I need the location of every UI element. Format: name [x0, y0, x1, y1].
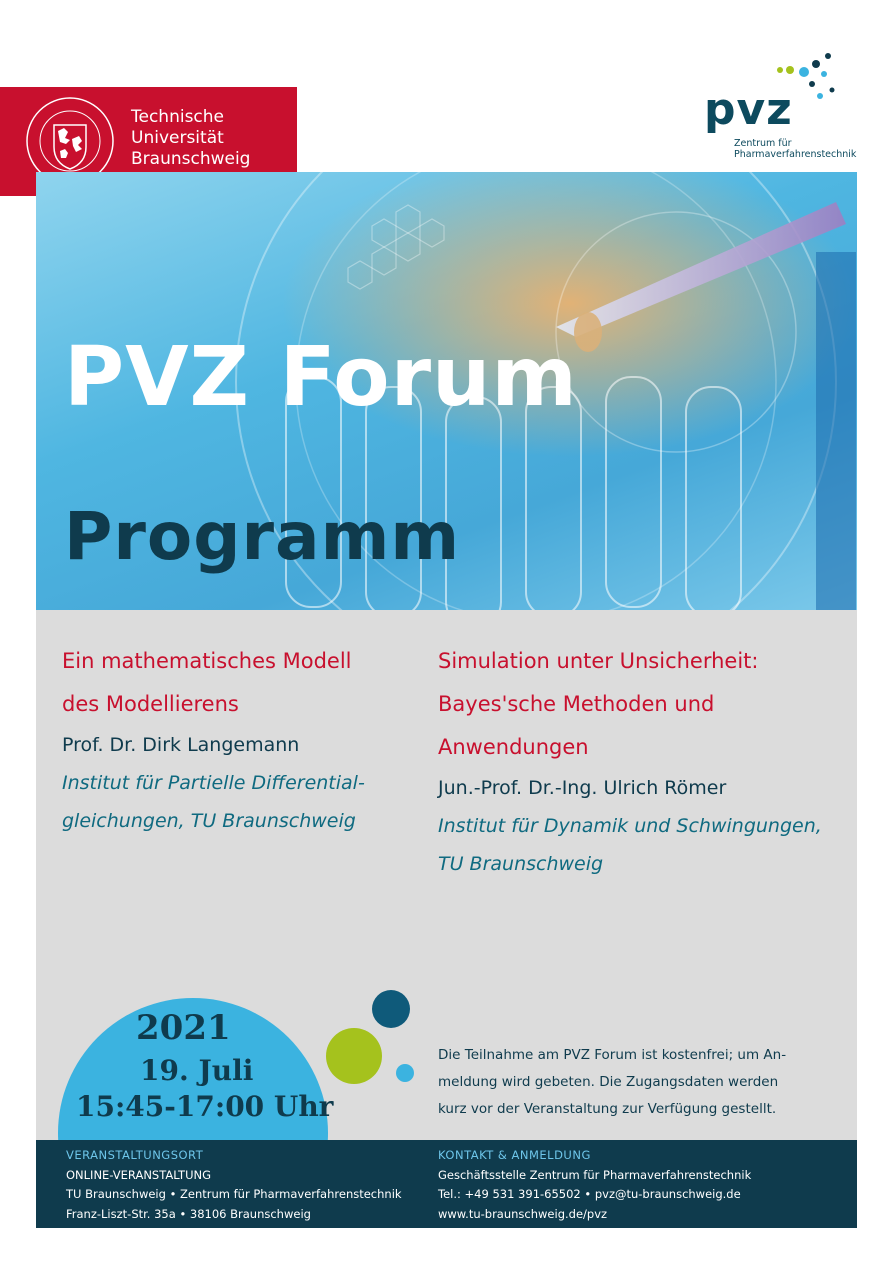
talk-2-institute [438, 807, 822, 883]
talk-1-institute-line-2: gleichungen, TU Braunschweig [62, 810, 356, 832]
hero-banner [36, 172, 857, 610]
venue-line-3: Franz-Liszt-Str. 35a • 38106 Braunschweig [66, 1206, 311, 1221]
notice-line-3: kurz vor der Veranstaltung zur Verfügung gestellt. [438, 1101, 777, 1117]
talk-1-institute [62, 764, 365, 840]
venue-line-2: TU Braunschweig • Zentrum für Pharmaverfahrenstechnik [66, 1187, 402, 1201]
decor-dot-blue [396, 1064, 414, 1082]
tu-name-line-1: Technische [131, 107, 225, 127]
talk-1 [62, 640, 365, 840]
talk-2-institute-line-2: TU Braunschweig [438, 853, 604, 875]
hero-title: PVZ Forum [64, 330, 578, 425]
footer-contact [438, 1146, 751, 1224]
footer-venue [66, 1146, 402, 1224]
contact-heading: KONTAKT & ANMELDUNG [438, 1148, 591, 1162]
notice-line-2: meldung wird gebeten. Die Zugangsdaten werden [438, 1074, 779, 1090]
talk-1-title-line-2: des Modellierens [62, 692, 239, 716]
talk-2-speaker: Jun.-Prof. Dr.-Ing. Ulrich Römer [438, 777, 727, 799]
contact-line-1: Geschäftsstelle Zentrum für Pharmaverfahrenstechnik [438, 1167, 752, 1182]
decor-dot-navy [372, 990, 410, 1028]
venue-line-1: ONLINE-VERANSTALTUNG [66, 1167, 212, 1182]
tu-name-line-2: Universität [131, 128, 224, 148]
event-year: 2021 [136, 1008, 231, 1048]
pvz-subtitle-line-1: Zentrum für [734, 138, 792, 149]
event-time: 15:45-17:00 Uhr [76, 1090, 334, 1123]
tu-name-line-3: Braunschweig [131, 149, 251, 169]
pvz-logo [700, 50, 860, 160]
talk-2-title-line-2: Bayes'sche Methoden und [438, 692, 715, 716]
talk-2 [438, 640, 822, 883]
venue-heading: VERANSTALTUNGSORT [66, 1148, 204, 1162]
event-date: 19. Juli [140, 1054, 254, 1087]
talk-1-title [62, 640, 365, 726]
notice-line-1: Die Teilnahme am PVZ Forum ist kostenfrei; um An- [438, 1047, 787, 1063]
decor-dot-green [326, 1028, 382, 1084]
pvz-wordmark: pvz [704, 84, 793, 135]
footer [36, 1140, 857, 1228]
talk-1-institute-line-1: Institut für Partielle Differential- [62, 772, 365, 794]
contact-phone-email[interactable]: Tel.: +49 531 391-65502 • pvz@tu-braunschweig.de [438, 1187, 741, 1201]
contact-website-link[interactable]: www.tu-braunschweig.de/pvz [438, 1206, 608, 1221]
talk-1-title-line-1: Ein mathematisches Modell [62, 649, 352, 673]
talk-2-title-line-1: Simulation unter Unsicherheit: [438, 649, 759, 673]
pvz-subtitle [734, 138, 856, 160]
talk-2-title-line-3: Anwendungen [438, 735, 589, 759]
talk-2-title [438, 640, 822, 769]
talk-1-speaker: Prof. Dr. Dirk Langemann [62, 734, 300, 756]
tu-name [131, 107, 250, 170]
date-badge [36, 990, 857, 1140]
talk-2-institute-line-1: Institut für Dynamik und Schwingungen, [438, 815, 822, 837]
pvz-subtitle-line-2: Pharmaverfahrenstechnik [734, 149, 857, 160]
hero-subtitle: Programm [64, 498, 461, 575]
